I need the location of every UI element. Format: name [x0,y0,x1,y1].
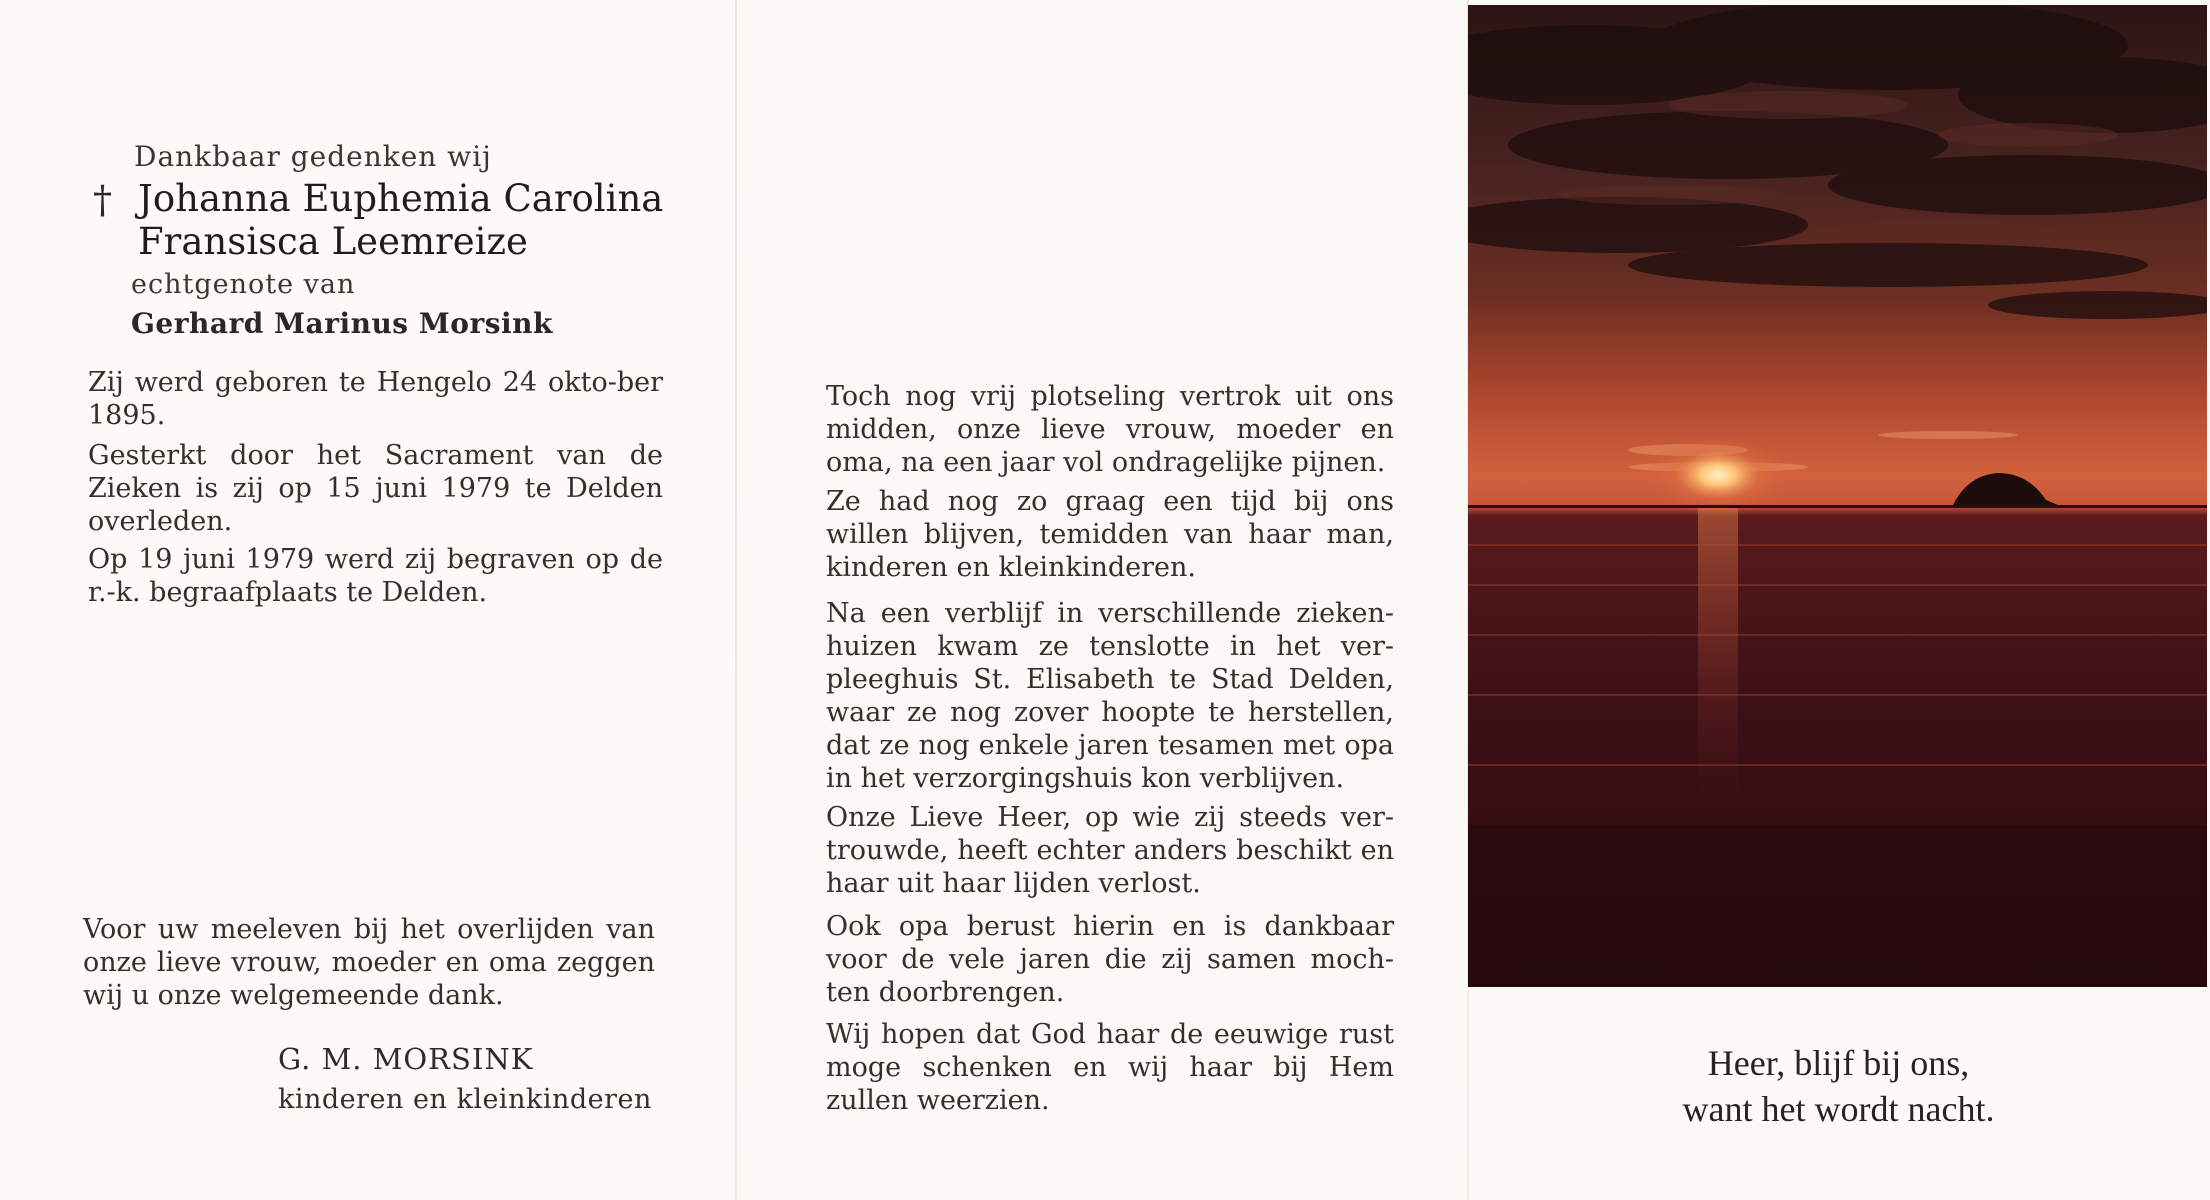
verse-line: Heer, blijf bij ons, [1707,1043,1970,1083]
sunset-photo [1468,5,2207,987]
memorial-paragraph: Na een verblijf in verschillende zieken-huizen kwam ze tenslotte in het ver-pleeghuis St. Elisabeth te Stad Delden, waar ze nog zover hoopte te herstellen, dat ze nog enkele jaren tesamen met opa in het verzorgingshuis kon verblijven. [826,598,1394,794]
death-paragraph: Gesterkt door het Sacrament van de Zieken is zij op 15 juni 1979 te Delden overleden. [88,440,663,537]
burial-paragraph: Op 19 juni 1979 werd zij begraven op de r.-k. begraafplaats te Delden. [88,544,663,608]
signer-name: G. M. MORSINK [278,1042,534,1076]
fold-line [735,0,737,1200]
memorial-paragraph: Ook opa berust hierin en is dankbaar voor de vele jaren die zij samen moch-ten doorbrengen. [826,911,1394,1008]
cross-icon: † [93,178,112,222]
memorial-paragraph: Onze Lieve Heer, op wie zij steeds ver-trouwde, heeft echter anders beschikt en haar uit haar lijden verlost. [826,802,1394,899]
memorial-paragraph: Toch nog vrij plotseling vertrok uit ons midden, onze lieve vrouw, moeder en oma, na een jaar vol ondragelijke pijnen. [826,381,1394,478]
thanks-paragraph: Voor uw meeleven bij het overlijden van onze lieve vrouw, moeder en oma zeggen wij u onze welgemeende dank. [83,914,655,1011]
deceased-name-line2: Fransisca Leemreize [138,220,528,263]
verse-text [1467,1040,2210,1132]
memorial-paragraph: Ze had nog zo graag een tijd bij ons willen blijven, temidden van haar man, kinderen en kleinkinderen. [826,486,1394,583]
memorial-paragraph: Wij hopen dat God haar de eeuwige rust moge schenken en wij haar bij Hem zullen weerzien. [826,1019,1394,1116]
deceased-name-line1: Johanna Euphemia Carolina [138,177,664,220]
verse-line: want het wordt nacht. [1682,1089,1995,1129]
husband-name: Gerhard Marinus Morsink [131,307,553,340]
intro-text: Dankbaar gedenken wij [134,140,492,173]
signer-family: kinderen en kleinkinderen [278,1084,652,1115]
birth-paragraph: Zij werd geboren te Hengelo 24 okto-ber 1895. [88,367,663,431]
spouse-of-text: echtgenote van [131,269,356,300]
